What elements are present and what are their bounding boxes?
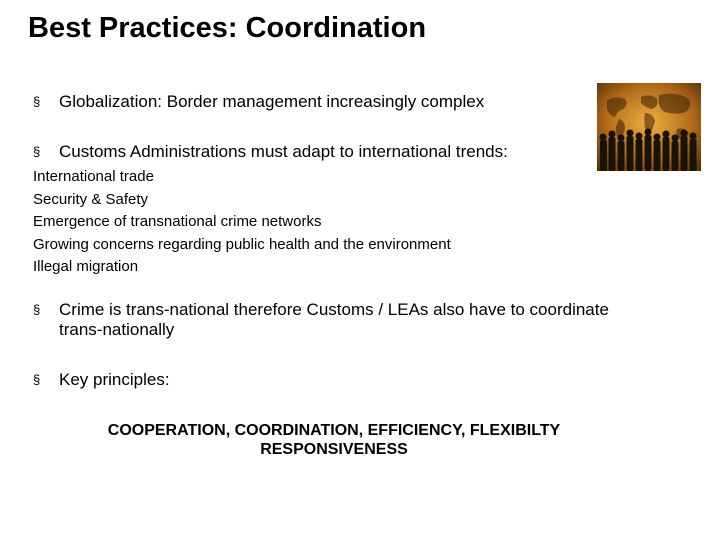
trends-list: [33, 166, 451, 279]
bullet-globalization: [33, 92, 484, 112]
principles-line: COOPERATION, COORDINATION, EFFICIENCY, FLEXIBILTY: [107, 422, 561, 439]
slide-title: Best Practices: Coordination: [28, 12, 427, 44]
bullet-marker: §: [33, 372, 41, 387]
bullet-marker: §: [33, 94, 41, 109]
crowd-silhouettes: [600, 129, 697, 172]
bullet-key-principles: [33, 370, 170, 390]
key-principles-text: [0, 421, 668, 459]
bullet-text: Globalization: Border management increasingly complex: [59, 92, 485, 111]
bullet-marker: §: [33, 302, 41, 317]
bullet-text: Key principles:: [59, 370, 170, 389]
list-item: Illegal migration: [33, 258, 139, 275]
bullet-customs-adapt: [33, 142, 508, 162]
list-item: Security & Safety: [33, 190, 149, 208]
list-item: Growing concerns regarding public health and the environment: [33, 235, 451, 253]
bullet-marker: §: [33, 144, 41, 159]
bullet-text: Customs Administrations must adapt to international trends:: [59, 142, 508, 161]
bullet-transnational-crime: [33, 300, 639, 340]
list-item: Emergence of transnational crime networks: [33, 213, 322, 230]
world-map-crowd-image: [597, 83, 701, 171]
bullet-text: Crime is trans-national therefore Customs / LEAs also have to coordinate trans-nationally: [59, 300, 609, 339]
list-item: International trade: [33, 168, 154, 185]
principles-line: RESPONSIVENESS: [260, 441, 408, 458]
